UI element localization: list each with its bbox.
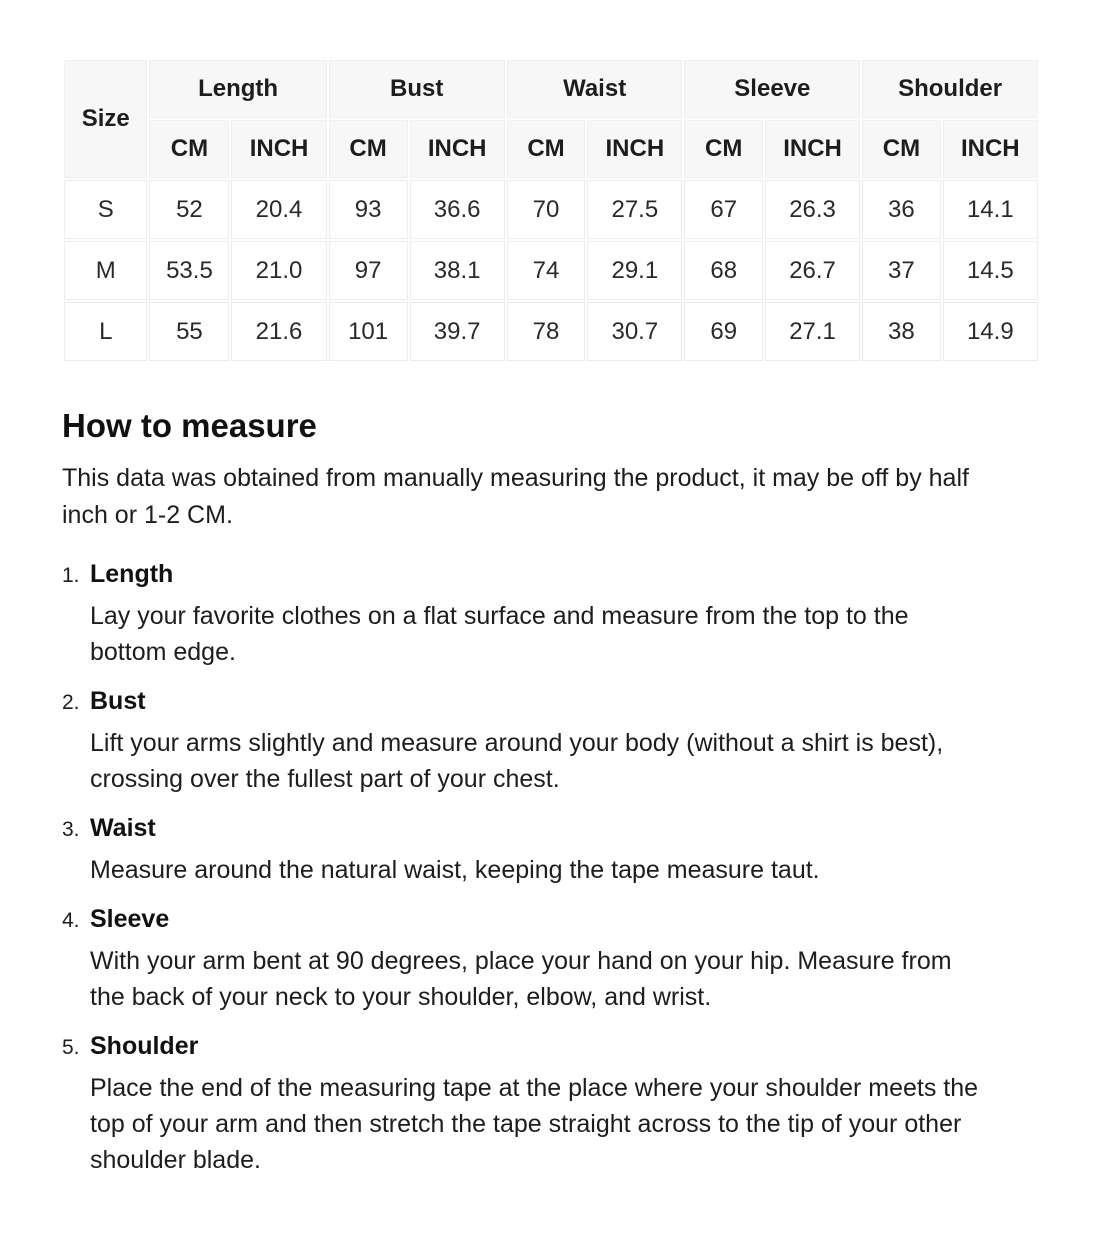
measurement-cell: 74 [507, 241, 585, 300]
measurement-cell: 78 [507, 302, 585, 361]
measure-step-bust [62, 687, 980, 797]
step-heading [62, 687, 980, 716]
measurement-cell: 14.9 [943, 302, 1038, 361]
unit-header-bust-inch: INCH [410, 120, 505, 178]
measurement-cell: 55 [149, 302, 229, 361]
size-chart-table [62, 58, 1040, 363]
measure-step-shoulder [62, 1032, 980, 1178]
measurement-cell: 67 [684, 180, 762, 239]
step-heading [62, 905, 980, 934]
step-heading [62, 814, 980, 843]
table-row-size-m [64, 241, 1038, 300]
step-description: Measure around the natural waist, keeping the tape measure taut. [90, 856, 820, 884]
step-number: 1. [62, 564, 80, 587]
measurement-cell: 70 [507, 180, 585, 239]
group-header-sleeve: Sleeve [684, 60, 860, 118]
header-unit-row [64, 120, 1038, 178]
measurement-disclaimer: This data was obtained from manually measuring the product, it may be off by half inch or 1-2 CM. [62, 464, 969, 529]
measure-step-waist [62, 814, 980, 888]
size-chart-body [64, 180, 1038, 361]
unit-header-sleeve-inch: INCH [765, 120, 860, 178]
measurement-cell: 27.5 [587, 180, 682, 239]
measure-step-sleeve [62, 905, 980, 1015]
measurement-cell: 52 [149, 180, 229, 239]
unit-header-shoulder-inch: INCH [943, 120, 1038, 178]
measure-steps-list [62, 560, 980, 1178]
size-chart-header [64, 60, 1038, 178]
step-number: 3. [62, 818, 80, 841]
table-row-size-s [64, 180, 1038, 239]
group-header-shoulder: Shoulder [862, 60, 1038, 118]
unit-header-length-cm: CM [149, 120, 229, 178]
corner-header-size: Size [64, 60, 147, 178]
table-row-size-l [64, 302, 1038, 361]
measurement-cell: 29.1 [587, 241, 682, 300]
measurement-cell: 101 [329, 302, 408, 361]
measurement-cell: 21.0 [231, 241, 326, 300]
size-cell: S [64, 180, 147, 239]
unit-header-waist-cm: CM [507, 120, 585, 178]
measurement-cell: 26.7 [765, 241, 860, 300]
unit-header-shoulder-cm: CM [862, 120, 940, 178]
measurement-cell: 14.5 [943, 241, 1038, 300]
measurement-cell: 38 [862, 302, 940, 361]
unit-header-waist-inch: INCH [587, 120, 682, 178]
step-heading [62, 560, 980, 589]
group-header-bust: Bust [329, 60, 505, 118]
size-cell: M [64, 241, 147, 300]
measurement-cell: 20.4 [231, 180, 326, 239]
measurement-cell: 21.6 [231, 302, 326, 361]
step-description: Lay your favorite clothes on a flat surface and measure from the top to the bottom edge. [90, 602, 909, 666]
measurement-cell: 53.5 [149, 241, 229, 300]
measurement-cell: 27.1 [765, 302, 860, 361]
step-label: Waist [90, 814, 156, 842]
measure-step-length [62, 560, 980, 670]
group-header-length: Length [149, 60, 326, 118]
measurement-cell: 30.7 [587, 302, 682, 361]
measurement-cell: 14.1 [943, 180, 1038, 239]
measurement-cell: 39.7 [410, 302, 505, 361]
step-number: 4. [62, 909, 80, 932]
measurement-cell: 68 [684, 241, 762, 300]
step-label: Shoulder [90, 1032, 199, 1060]
unit-header-sleeve-cm: CM [684, 120, 762, 178]
measurement-cell: 36 [862, 180, 940, 239]
measurement-cell: 97 [329, 241, 408, 300]
unit-header-length-inch: INCH [231, 120, 326, 178]
step-description: Place the end of the measuring tape at the place where your shoulder meets the top of your arm and then stretch the tape straight across to the tip of your other shoulder blade. [90, 1074, 979, 1174]
step-label: Bust [90, 687, 146, 715]
measurement-cell: 26.3 [765, 180, 860, 239]
measurement-cell: 36.6 [410, 180, 505, 239]
measurement-cell: 38.1 [410, 241, 505, 300]
measurement-cell: 93 [329, 180, 408, 239]
size-cell: L [64, 302, 147, 361]
step-label: Length [90, 560, 174, 588]
measurement-cell: 37 [862, 241, 940, 300]
step-label: Sleeve [90, 905, 170, 933]
step-number: 5. [62, 1036, 80, 1059]
how-to-measure-title: How to measure [62, 407, 317, 444]
step-heading [62, 1032, 980, 1061]
step-description: Lift your arms slightly and measure around your body (without a shirt is best), crossing over the fullest part of your chest. [90, 729, 944, 793]
header-group-row [64, 60, 1038, 118]
step-number: 2. [62, 691, 80, 714]
measurement-cell: 69 [684, 302, 762, 361]
step-description: With your arm bent at 90 degrees, place your hand on your hip. Measure from the back of your neck to your shoulder, elbow, and wrist. [90, 947, 952, 1011]
unit-header-bust-cm: CM [329, 120, 408, 178]
group-header-waist: Waist [507, 60, 683, 118]
